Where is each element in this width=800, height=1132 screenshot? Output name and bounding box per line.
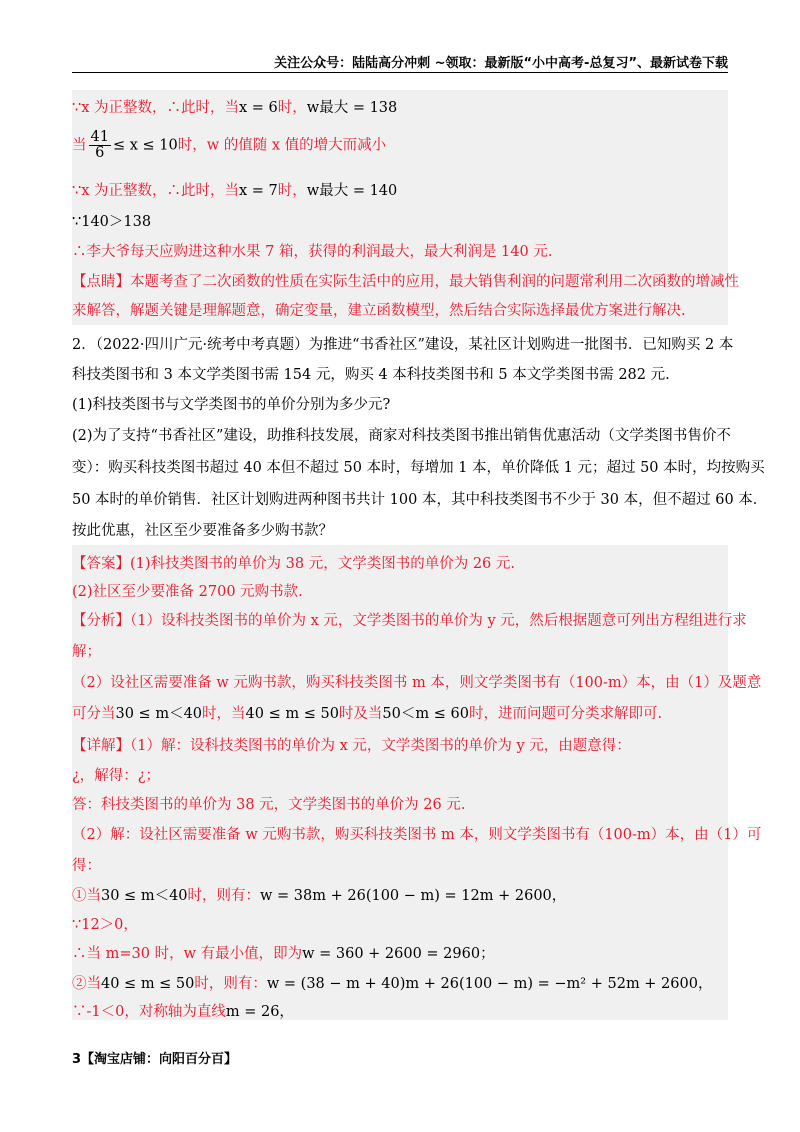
detail-line-7: ∵12＞0， (72, 917, 138, 933)
question-line-3: (1)科技类图书与文学类图书的单价分别为多少元? (72, 397, 391, 413)
answer-line-2: (2)社区至少要准备 2700 元购书款. (72, 584, 303, 600)
detail-line-6: ①当30 ≤ m＜40时，则有：w = 38m + 26(100 − m) = 12m + 2600， (72, 888, 567, 904)
header-rule (72, 72, 728, 73)
prev-line-4: ∵140＞138 (72, 214, 152, 230)
page-footer: 3【淘宝店铺：向阳百分百】 (72, 1052, 238, 1067)
detail-line-8: ∴当 m=30 时，w 有最小值，即为w = 360 + 2600 = 2960； (72, 946, 495, 962)
analysis-line-2: 解； (72, 644, 101, 660)
prev-line-3: ∵x 为正整数，∴此时，当x = 7时，w最大 = 140 (72, 183, 398, 199)
detail-line-3: 答：科技类图书的单价为 38 元，文学类图书的单价为 26 元. (72, 797, 466, 813)
detail-line-9: ②当40 ≤ m ≤ 50时，则有：w = (38 − m + 40)m + 26(100 − m) = −m² + 52m + 2600， (72, 976, 713, 992)
detail-line-2: ¿，解得：¿； (72, 768, 161, 784)
detail-line-10: ∵-1＜0，对称轴为直线m = 26， (72, 1004, 294, 1020)
question-line-6: 50 本时的单价销售．社区计划购进两种图书共计 100 本，其中科技类图书不少于 30 本，但不超过 60 本． (72, 492, 768, 508)
fraction-41-6: $\frac{41}{6}$ (90, 129, 109, 162)
analysis-line-4: 可分当30 ≤ m＜40时，当40 ≤ m ≤ 50时及当50＜m ≤ 60时，进而问题可分类求解即可. (72, 706, 663, 722)
question-line-2: 科技类图书和 3 本文学类图书需 154 元，购买 4 本科技类图书和 5 本文学类图书需 282 元. (72, 367, 670, 383)
analysis-line-1: 【分析】（1）设科技类图书的单价为 x 元，文学类图书的单价为 y 元，然后根据题意可列出方程组进行求 (72, 613, 747, 629)
prev-line-7: 来解答，解题关键是理解题意，确定变量，建立函数模型，然后结合实际选择最优方案进行解决. (72, 303, 686, 319)
analysis-line-3: （2）设社区需要准备 w 元购书款，购买科技类图书 m 本，则文学类图书有（100-m）本，由（1）及题意 (72, 675, 762, 691)
detail-line-4: （2）解：设社区需要准备 w 元购书款，购买科技类图书 m 本，则文学类图书有（100-m）本，由（1）可 (72, 827, 762, 843)
detail-line-5: 得： (72, 858, 101, 874)
prev-line-2: 当 $\frac{41}{6}$ ≤ x ≤ 10时，w 的值随 x 值的增大而减小 (72, 129, 387, 162)
page-header: 关注公众号：陆陆高分冲刺 ~领取：最新版“小中高考-总复习”、最新试卷下载 (274, 56, 728, 71)
answer-line-1: 【答案】(1)科技类图书的单价为 38 元，文学类图书的单价为 26 元. (72, 556, 515, 572)
question-line-7: 按此优惠，社区至少要准备多少购书款？ (72, 523, 333, 539)
question-line-4: (2)为了支持“书香社区”建设，助推科技发展，商家对科技类图书推出销售优惠活动（文学类图书售价不 (72, 428, 731, 444)
detail-line-1: 【详解】（1）解：设科技类图书的单价为 x 元，文学类图书的单价为 y 元，由题意得： (72, 738, 631, 754)
prev-line-5: ∴李大爷每天应购进这种水果 7 箱，获得的利润最大，最大利润是 140 元. (72, 244, 553, 260)
prev-line-1: ∵x 为正整数，∴此时，当x = 6时，w最大 = 138 (72, 100, 398, 116)
question-line-5: 变）：购买科技类图书超过 40 本但不超过 50 本时，每增加 1 本，单价降低 1 元；超过 50 本时，均按购买 (72, 460, 765, 476)
question-line-1: 2．（2022·四川广元·统考中考真题）为推进“书香社区”建设，某社区计划购进一批图书．已知购买 2 本 (72, 337, 734, 353)
prev-line-6: 【点睛】本题考查了二次函数的性质在实际生活中的应用，最大销售利润的问题常利用二次函数的增减性 (72, 274, 739, 290)
